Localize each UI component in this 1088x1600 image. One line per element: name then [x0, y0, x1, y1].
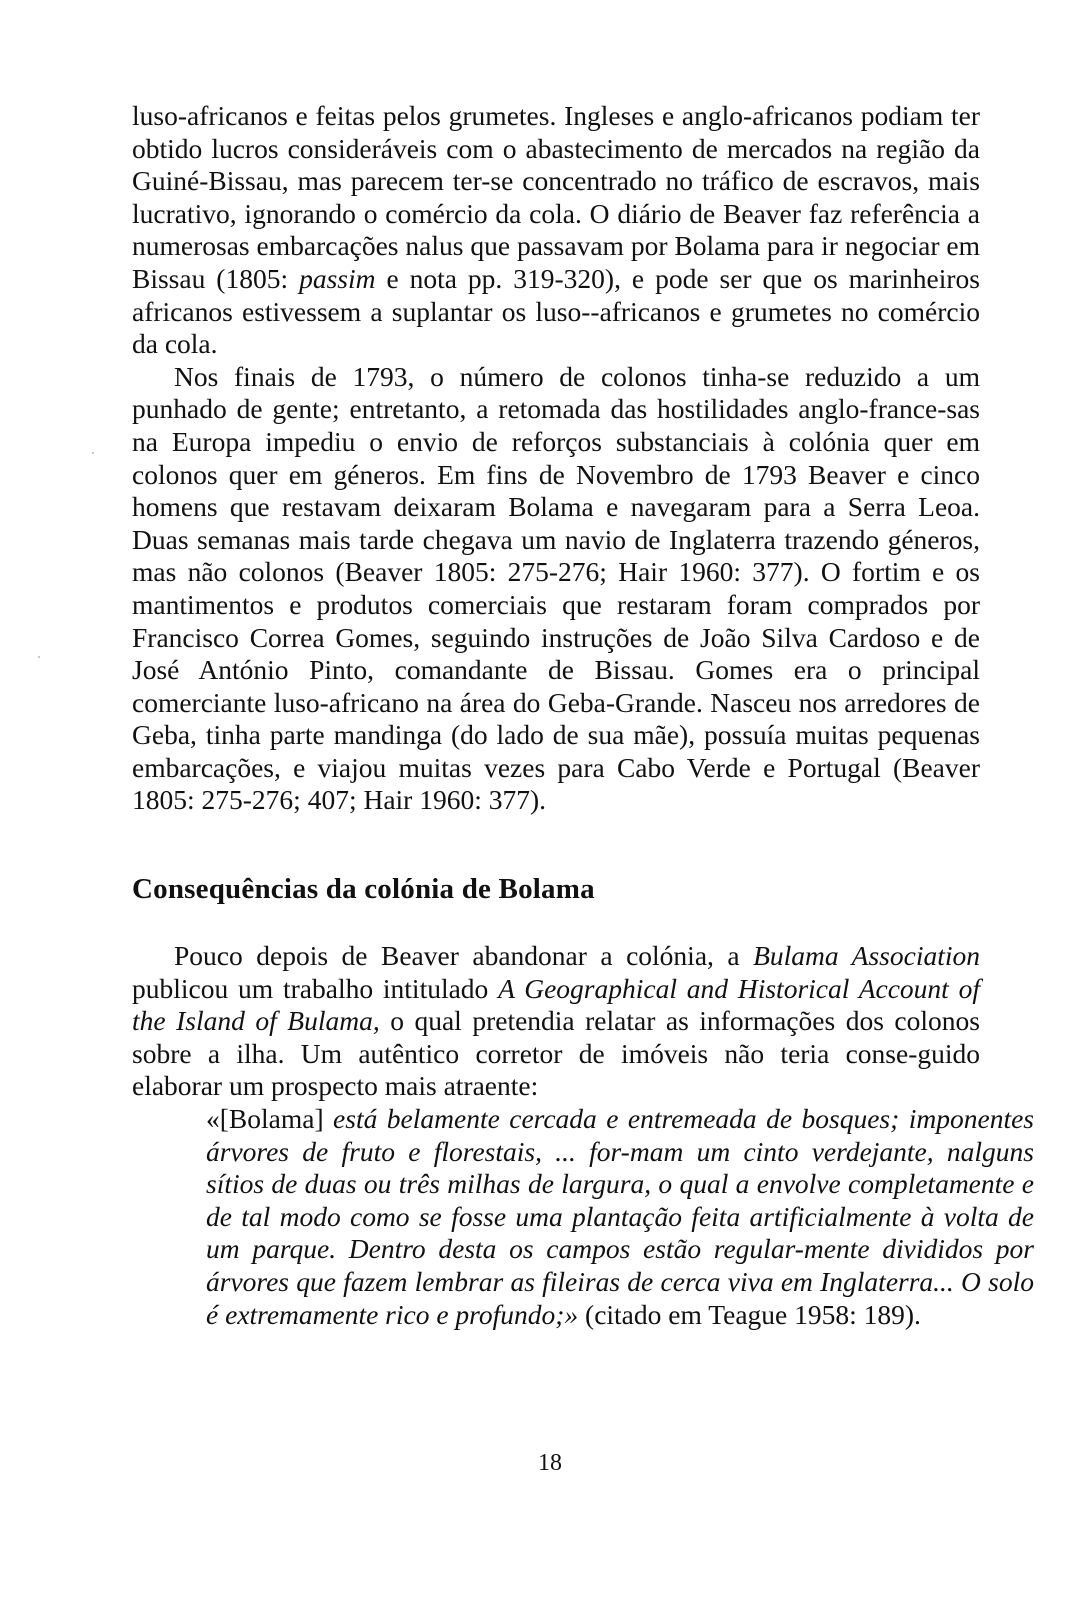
- paragraph-3: [132, 940, 980, 1103]
- paragraph-3-mid: publicou um trabalho intitulado: [132, 972, 499, 1004]
- paragraph-3-end: o qual pretendia relatar as informações dos colonos sobre a ilha. Um autêntico corretor de imóveis não teria conse-guido elaborar um prospecto mais atraente:: [132, 1005, 980, 1102]
- section-heading: Consequências da colónia de Bolama: [132, 873, 595, 905]
- block-quote: [206, 1103, 1034, 1331]
- page-number: 18: [538, 1450, 562, 1476]
- paragraph-2: Nos finais de 1793, o número de colonos tinha-se reduzido a um punhado de gente; entretanto, a retomada das hostilidades anglo-france-sas na Europa impediu o envio de reforços substanciais à colónia quer em colonos quer em géneros. Em fins de Novembro de 1793 Beaver e cinco homens que restavam deixaram Bolama e navegaram para a Serra Leoa. Duas semanas mais tarde chegava um navio de Inglaterra trazendo géneros, mas não colonos (Beaver 1805: 275-276; Hair 1960: 377). O fortim e os mantimentos e produtos comerciais que restaram foram comprados por Francisco Correa Gomes, seguindo instruções de João Silva Cardoso e de José António Pinto, comandante de Bissau. Gomes era o principal comerciante luso-africano na área do Geba-Grande. Nasceu nos arredores de Geba, tinha parte mandinga (do lado de sua mãe), possuía muitas pequenas embarcações, e viajou muitas vezes para Cabo Verde e Portugal (Beaver 1805: 275-276; 407; Hair 1960: 377).: [132, 360, 980, 816]
- paragraph-3-italic-1: Bulama Association: [753, 940, 980, 971]
- paragraph-1-text: luso-africanos e feitas pelos grumetes. Ingleses e anglo-africanos podiam ter obtido lucros consideráveis com o abastecimento de mercados na região da Guiné-Bissau, mas parecem ter-se concentrado no tráfico de escravos, mais lucrativo, ignorando o comércio da cola. O diário de Beaver faz referência a numerosas embarcações nalus que passavam por Bolama para ir negociar em Bissau (1805:: [132, 100, 980, 294]
- paragraph-1: [132, 100, 980, 361]
- scan-speck: [38, 656, 40, 658]
- paragraph-3-start: Pouco depois de Beaver abandonar a colónia, a: [174, 940, 754, 971]
- paragraph-1-end: e nota pp. 319-320), e pode ser que os marinheiros africanos estivessem a suplantar os luso--africanos e grumetes no comércio da cola.: [132, 262, 980, 360]
- quote-open: «[Bolama]: [206, 1102, 334, 1134]
- scan-speck: [92, 452, 94, 454]
- body-text: [132, 100, 980, 817]
- quote-text: está belamente cercada e entremeada de bosques; imponentes árvores de fruto e florestais, ... for-mam um cinto verdejante, nalguns sítios de duas ou três milhas de largura, o qual a envolve completamente e de tal modo como se fosse uma plantação feita artificialmente à volta de um parque. Dentro desta os campos estão regular-mente divididos por árvores que fazem lembrar as fileiras de cerca viva em Inglaterra... O solo é extremamente rico e profundo;»: [206, 1102, 1034, 1330]
- quote-citation: (citado em Teague 1958: 189).: [578, 1298, 921, 1330]
- paragraph-1-italic: passim: [299, 262, 376, 294]
- section-body: [132, 940, 1034, 1331]
- paragraph-3-italic-2: A Geographical and Historical Account of the Island of Bulama,: [132, 972, 980, 1037]
